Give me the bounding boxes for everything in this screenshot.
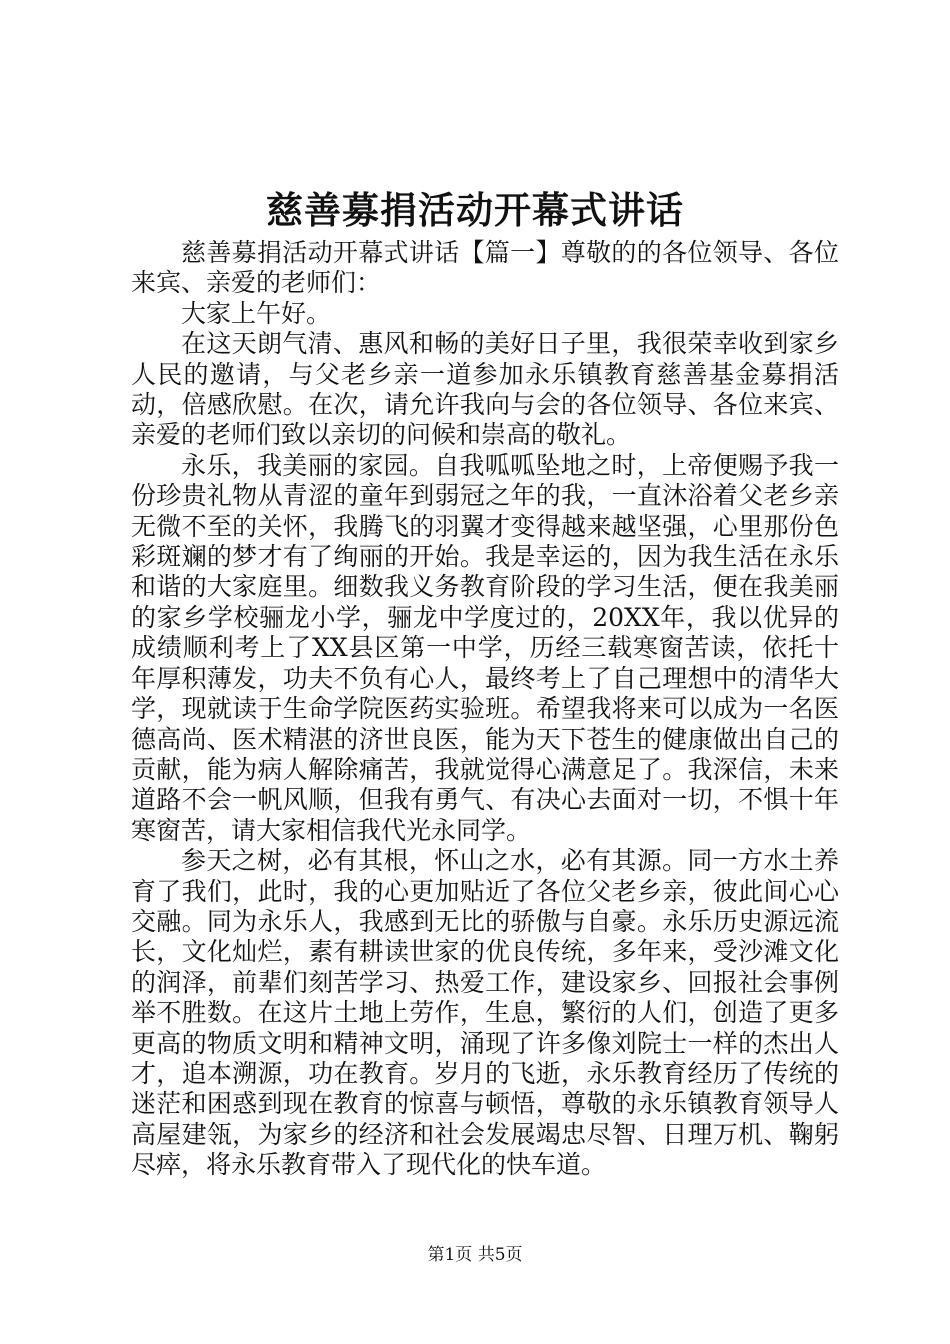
document-body [131,238,839,1181]
paragraph: 永乐，我美丽的家园。自我呱呱坠地之时，上帝便赐予我一份珍贵礼物从青涩的童年到弱冠之年的我，一直沐浴着父老乡亲无微不至的关怀，我腾飞的羽翼才变得越来越坚强，心里那份色彩斑斓的梦才有了绚丽的开始。我是幸运的，因为我生活在永乐和谐的大家庭里。细数我义务教育阶段的学习生活，便在我美丽的家乡学校骊龙小学，骊龙中学度过的，20XX年，我以优异的成绩顺利考上了XX县区第一中学，历经三载寒窗苦读，依托十年厚积薄发，功夫不负有心人，最终考上了自己理想中的清华大学，现就读于生命学院医药实验班。希望我将来可以成为一名医德高尚、医术精湛的济世良医，能为天下苍生的健康做出自己的贡献，能为病人解除痛苦，我就觉得心满意足了。我深信，未来道路不会一帆风顺，但我有勇气、有决心去面对一切，不惧十年寒窗苦，请大家相信我代光永同学。 [131,450,839,845]
paragraph: 大家上午好。 [181,298,332,328]
document-title: 慈善募捐活动开幕式讲话 [266,188,684,232]
paragraph: 在这天朗气清、惠风和畅的美好日子里，我很荣幸收到家乡人民的邀请，与父老乡亲一道参加永乐镇教育慈善基金募捐活动，倍感欣慰。在次，请允许我向与会的各位领导、各位来宾、亲爱的老师们致以亲切的问候和崇高的敬礼。 [131,329,839,450]
paragraph: 参天之树，必有其根，怀山之水，必有其源。同一方水土养育了我们，此时，我的心更加贴近了各位父老乡亲，彼此间心心交融。同为永乐人，我感到无比的骄傲与自豪。永乐历史源远流长，文化灿烂，素有耕读世家的优良传统，多年来，受沙滩文化的润泽，前辈们刻苦学习、热爱工作，建设家乡、回报社会事例举不胜数。在这片土地上劳作，生息，繁衍的人们，创造了更多更高的物质文明和精神文明，涌现了许多像刘院士一样的杰出人才，追本溯源，功在教育。岁月的飞逝，永乐教育经历了传统的迷茫和困惑到现在教育的惊喜与顿悟，尊敬的永乐镇教育领导人高屋建瓴，为家乡的经济和社会发展竭忠尽智、日理万机、鞠躬尽瘁，将永乐教育带入了现代化的快车道。 [131,846,839,1180]
paragraph: 慈善募捐活动开幕式讲话【篇一】尊敬的的各位领导、各位来宾、亲爱的老师们： [131,238,839,298]
page-number-footer: 第1页 共5页 [427,1245,523,1265]
